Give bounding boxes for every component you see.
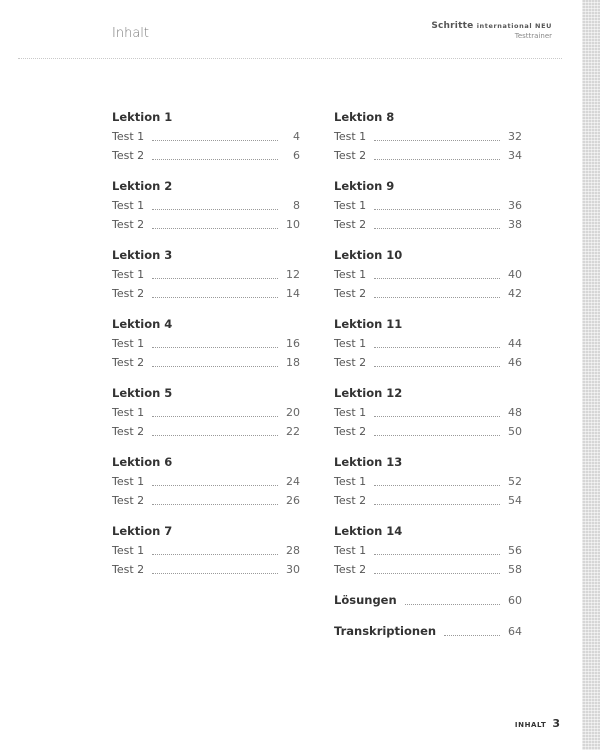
dot-leader — [374, 139, 500, 141]
dot-leader — [152, 572, 278, 574]
toc-entry — [334, 472, 522, 491]
entry-page-number: 50 — [508, 425, 522, 438]
entry-label: Test 1 — [334, 337, 367, 350]
entry-label: Test 1 — [334, 268, 367, 281]
entry-page-number: 30 — [286, 563, 300, 576]
entry-page-number: 46 — [508, 356, 522, 369]
dot-leader — [374, 277, 500, 279]
toc-entry — [112, 215, 300, 234]
lektion-title: Lektion 1 — [112, 110, 173, 124]
toc-section — [112, 315, 300, 372]
dot-leader — [374, 296, 500, 298]
entry-page-number: 42 — [508, 287, 522, 300]
entry-label: Test 2 — [334, 425, 367, 438]
toc-entry — [112, 127, 300, 146]
entry-label: Test 1 — [112, 475, 145, 488]
lektion-title: Lektion 9 — [334, 179, 395, 193]
entry-label: Test 2 — [112, 563, 145, 576]
toc-section — [334, 315, 522, 372]
dot-leader — [374, 484, 500, 486]
toc-entry — [112, 541, 300, 560]
entry-label: Test 1 — [112, 406, 145, 419]
toc-left-column — [112, 108, 300, 591]
dot-leader — [152, 208, 278, 210]
toc-extra-entry — [334, 591, 522, 610]
toc-entry — [334, 353, 522, 372]
entry-label: Test 2 — [334, 563, 367, 576]
footer-label: INHALT — [514, 721, 547, 729]
dot-leader — [152, 503, 278, 505]
entry-page-number: 26 — [286, 494, 300, 507]
extra-page-number: 60 — [508, 594, 522, 607]
entry-page-number: 22 — [286, 425, 300, 438]
dot-leader — [374, 208, 500, 210]
lektion-title: Lektion 11 — [334, 317, 403, 331]
toc-section — [334, 453, 522, 510]
brand-subtitle: Testtrainer — [514, 32, 552, 40]
extra-page-number: 64 — [508, 625, 522, 638]
brand-suffix: international NEU — [476, 22, 552, 30]
toc-entry — [334, 422, 522, 441]
toc-entry — [334, 146, 522, 165]
toc-entry — [334, 403, 522, 422]
entry-page-number: 48 — [508, 406, 522, 419]
dot-leader — [152, 277, 278, 279]
entry-label: Test 2 — [112, 425, 145, 438]
extra-label: Lösungen — [334, 593, 397, 607]
toc-entry — [112, 196, 300, 215]
dot-leader — [152, 365, 278, 367]
lektion-title: Lektion 2 — [112, 179, 173, 193]
extra-label: Transkriptionen — [334, 624, 437, 638]
entry-page-number: 18 — [286, 356, 300, 369]
entry-page-number: 6 — [293, 149, 300, 162]
toc-entry — [112, 284, 300, 303]
toc-entry — [334, 215, 522, 234]
page-footer — [515, 717, 560, 730]
dot-leader — [405, 603, 500, 605]
lektion-title: Lektion 8 — [334, 110, 395, 124]
entry-label: Test 1 — [112, 130, 145, 143]
entry-label: Test 2 — [334, 218, 367, 231]
entry-label: Test 1 — [112, 199, 145, 212]
entry-page-number: 34 — [508, 149, 522, 162]
lektion-title: Lektion 10 — [334, 248, 403, 262]
entry-page-number: 44 — [508, 337, 522, 350]
brand-name: Schritte — [431, 21, 474, 31]
toc-entry — [112, 334, 300, 353]
brand-block — [431, 22, 552, 40]
dot-leader — [152, 139, 278, 141]
lektion-title: Lektion 6 — [112, 455, 173, 469]
toc-section — [112, 246, 300, 303]
entry-label: Test 2 — [112, 287, 145, 300]
entry-label: Test 1 — [112, 337, 145, 350]
toc-entry — [112, 146, 300, 165]
toc-right-column — [334, 108, 522, 653]
toc-section — [112, 453, 300, 510]
entry-label: Test 1 — [112, 268, 145, 281]
dot-leader — [374, 227, 500, 229]
page-number: 3 — [552, 717, 560, 730]
dot-leader — [374, 346, 500, 348]
entry-label: Test 1 — [334, 475, 367, 488]
toc-entry — [112, 491, 300, 510]
dot-leader — [152, 484, 278, 486]
dot-leader — [374, 158, 500, 160]
entry-label: Test 1 — [334, 406, 367, 419]
toc-entry — [334, 541, 522, 560]
entry-label: Test 1 — [334, 544, 367, 557]
entry-label: Test 2 — [334, 149, 367, 162]
header-divider — [18, 58, 562, 59]
entry-label: Test 2 — [112, 149, 145, 162]
entry-page-number: 4 — [293, 130, 300, 143]
lektion-title: Lektion 7 — [112, 524, 173, 538]
dot-leader — [374, 572, 500, 574]
entry-page-number: 8 — [293, 199, 300, 212]
entry-page-number: 28 — [286, 544, 300, 557]
toc-section — [334, 177, 522, 234]
toc-section — [334, 384, 522, 441]
dot-leader — [374, 415, 500, 417]
toc-entry — [112, 422, 300, 441]
dot-leader — [444, 634, 500, 636]
lektion-title: Lektion 3 — [112, 248, 173, 262]
toc-section — [334, 522, 522, 579]
dot-leader — [152, 434, 278, 436]
toc-section — [112, 177, 300, 234]
toc-entry — [112, 265, 300, 284]
toc-section — [334, 246, 522, 303]
toc-section — [112, 384, 300, 441]
entry-page-number: 20 — [286, 406, 300, 419]
entry-label: Test 2 — [334, 494, 367, 507]
lektion-title: Lektion 12 — [334, 386, 403, 400]
toc-entry — [112, 472, 300, 491]
entry-label: Test 2 — [334, 287, 367, 300]
dot-leader — [152, 227, 278, 229]
entry-label: Test 2 — [112, 218, 145, 231]
toc-extra-entry — [334, 622, 522, 641]
entry-page-number: 38 — [508, 218, 522, 231]
dot-leader — [152, 415, 278, 417]
entry-label: Test 1 — [112, 544, 145, 557]
entry-page-number: 16 — [286, 337, 300, 350]
dot-leader — [374, 434, 500, 436]
entry-label: Test 1 — [334, 130, 367, 143]
entry-page-number: 54 — [508, 494, 522, 507]
entry-page-number: 56 — [508, 544, 522, 557]
lektion-title: Lektion 5 — [112, 386, 173, 400]
toc-entry — [112, 560, 300, 579]
side-pattern-strip — [582, 0, 600, 750]
page-title: Inhalt — [112, 26, 149, 41]
dot-leader — [374, 503, 500, 505]
lektion-title: Lektion 13 — [334, 455, 403, 469]
dot-leader — [374, 553, 500, 555]
entry-page-number: 36 — [508, 199, 522, 212]
entry-page-number: 24 — [286, 475, 300, 488]
lektion-title: Lektion 4 — [112, 317, 173, 331]
entry-page-number: 52 — [508, 475, 522, 488]
toc-entry — [334, 127, 522, 146]
toc-section — [334, 108, 522, 165]
toc-entry — [112, 353, 300, 372]
entry-label: Test 2 — [112, 494, 145, 507]
entry-page-number: 40 — [508, 268, 522, 281]
toc-entry — [334, 560, 522, 579]
dot-leader — [152, 158, 278, 160]
toc-entry — [112, 403, 300, 422]
toc-section — [112, 522, 300, 579]
brand-line — [431, 22, 552, 31]
lektion-title: Lektion 14 — [334, 524, 403, 538]
toc-entry — [334, 196, 522, 215]
entry-label: Test 2 — [112, 356, 145, 369]
entry-page-number: 10 — [286, 218, 300, 231]
dot-leader — [152, 296, 278, 298]
entry-label: Test 2 — [334, 356, 367, 369]
entry-page-number: 14 — [286, 287, 300, 300]
toc-section — [112, 108, 300, 165]
dot-leader — [152, 346, 278, 348]
entry-page-number: 12 — [286, 268, 300, 281]
toc-entry — [334, 334, 522, 353]
entry-page-number: 58 — [508, 563, 522, 576]
toc-entry — [334, 491, 522, 510]
toc-entry — [334, 265, 522, 284]
entry-page-number: 32 — [508, 130, 522, 143]
dot-leader — [374, 365, 500, 367]
dot-leader — [152, 553, 278, 555]
entry-label: Test 1 — [334, 199, 367, 212]
toc-entry — [334, 284, 522, 303]
